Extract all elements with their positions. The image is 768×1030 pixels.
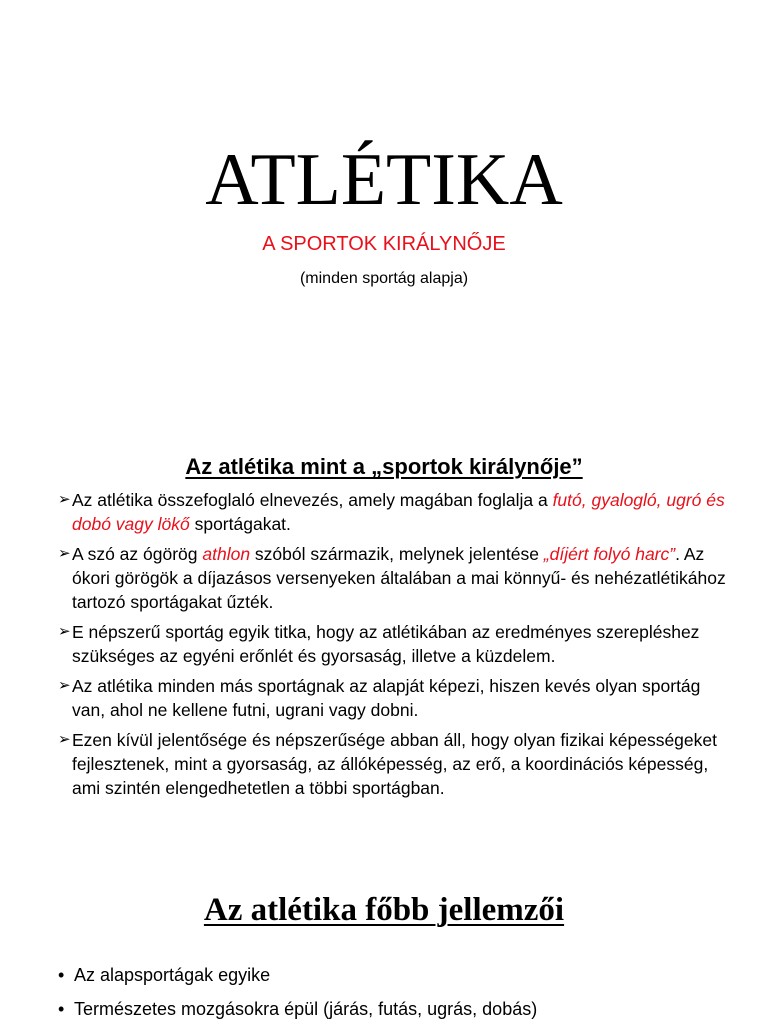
item-text: Az alapsportágak egyike [74,965,271,985]
list-item [58,542,728,614]
main-title: ATLÉTIKA [205,139,563,221]
arrow-bullet-list [0,488,768,800]
dot-bullet-list [0,962,768,1022]
item-text: Az atlétika összefoglaló elnevezés, amely magában foglalja a [72,490,553,510]
arrow-bullet-icon: ➢ [58,731,71,748]
features-heading-text: Az atlétika főbb jellemzői [203,892,565,928]
arrow-bullet-icon: ➢ [58,491,71,508]
highlight-text: futó, gyalogló, ugró és dobó vagy lökő [72,490,725,534]
arrow-bullet-icon: ➢ [58,545,71,562]
list-item [58,674,728,722]
list-item [58,620,728,668]
highlight-text: athlon [202,544,251,564]
item-text: Ezen kívül jelentősége és népszerűsége abban áll, hogy olyan fizikai képességeket fejlesztenek, mint a gyorsaság, az állóképesség, az erő, a koordinációs képesség, ami szintén elengedhetetlen a többi sportágban. [72,730,717,798]
section-heading [0,452,768,482]
item-text: Az atlétika minden más sportágnak az alapját képezi, hiszen kevés olyan sportág van, ahol ne kellene futni, ugrani vagy dobni. [72,676,701,720]
text-slide [0,452,768,806]
arrow-bullet-icon: ➢ [58,677,71,694]
item-text: E népszerű sportág egyik titka, hogy az atlétikában az eredményes szerepléshez szükséges az egyéni erőnlét és gyorsaság, illetve a küzdelem. [72,622,700,666]
item-text: sportágakat. [189,514,291,534]
list-item [58,488,728,536]
features-heading [0,888,768,932]
subtitle: A SPORTOK KIRÁLYNŐJE [262,233,506,255]
list-item [58,728,728,800]
item-text: . Az ókori görögök a díjazásos versenyeken általában a mai könnyű- és nehézatlétikához tartozó sportágakat űzték. [72,544,726,612]
highlight-text: „díjért folyó harc” [543,544,676,564]
dot-bullet-icon: • [58,999,65,1019]
title-slide [0,0,768,400]
list-item [58,996,738,1022]
list-item [58,962,738,988]
subtitle-note: (minden sportág alapja) [299,270,469,287]
section-heading-text: Az atlétika mint a „sportok királynője” [185,454,583,479]
item-text: szóból származik, melynek jelentése [250,544,544,564]
dot-bullet-icon: • [58,965,65,985]
arrow-bullet-icon: ➢ [58,623,71,640]
item-text: A szó az ógörög [72,544,203,564]
item-text: Természetes mozgásokra épül (járás, futás, ugrás, dobás) [74,999,538,1019]
features-slide [0,888,768,1030]
